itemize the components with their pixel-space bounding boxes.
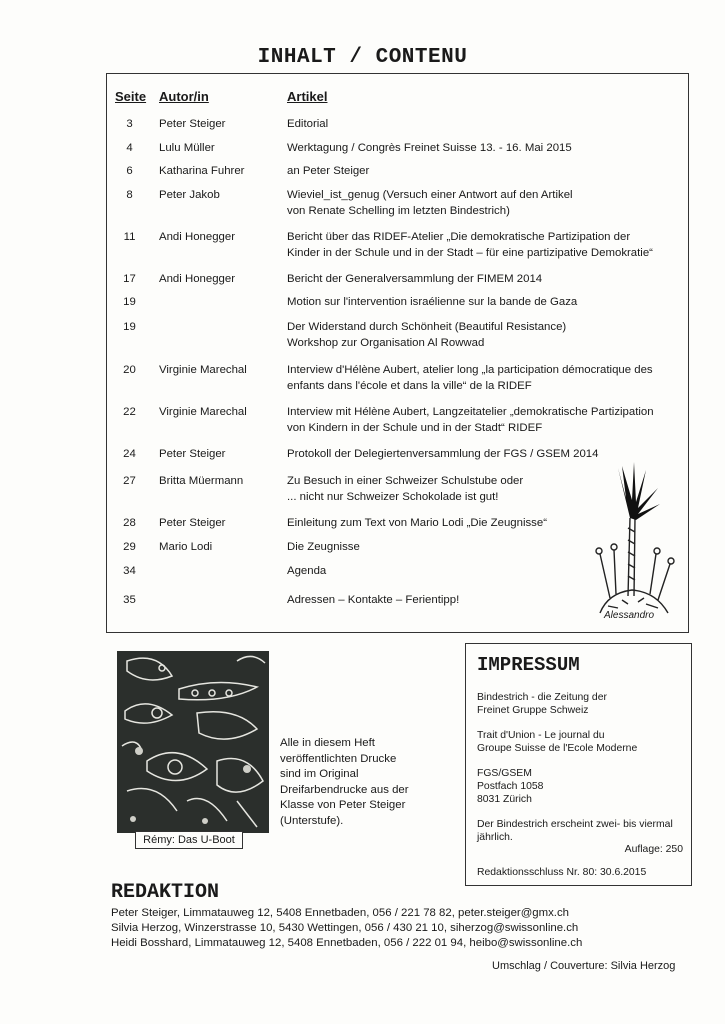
- toc-article: [287, 116, 682, 132]
- impressum-line: Der Bindestrich erscheint zwei- bis viermal: [477, 819, 673, 830]
- toc-page-number: 19: [123, 321, 136, 333]
- toc-article-line: Werktagung / Congrès Freinet Suisse 13. - 16. Mai 2015: [287, 142, 572, 154]
- toc-author: Andi Honegger: [159, 231, 235, 243]
- toc-author: Mario Lodi: [159, 541, 213, 553]
- toc-article: [287, 404, 682, 436]
- toc-article-line: Die Zeugnisse: [287, 541, 360, 553]
- toc-article: [287, 294, 682, 310]
- impressum-line: 8031 Zürich: [477, 794, 532, 805]
- toc-page-number: 35: [123, 594, 136, 606]
- toc-author: Peter Steiger: [159, 517, 226, 529]
- toc-article: [287, 271, 682, 287]
- toc-article-line: Interview d'Hélène Aubert, atelier long „la participation démocratique des: [287, 364, 653, 376]
- toc-author: Katharina Fuhrer: [159, 165, 245, 177]
- editor-contact: Silvia Herzog, Winzerstrasse 10, 5430 Wettingen, 056 / 430 21 10, siherzog@swissonline.ch: [111, 922, 579, 934]
- impressum-deadline: Redaktionsschluss Nr. 80: 30.6.2015: [477, 867, 647, 878]
- toc-page-number: 4: [126, 142, 133, 154]
- artwork-note-line: Alle in diesem Heft: [280, 737, 375, 749]
- artwork-note-line: sind im Original: [280, 768, 359, 780]
- toc-article-line: Wieviel_ist_genug (Versuch einer Antwort auf den Artikel: [287, 189, 573, 201]
- impressum-line: Trait d'Union - Le journal du: [477, 730, 605, 741]
- toc-article-line: Editorial: [287, 118, 329, 130]
- toc-article-line: Agenda: [287, 565, 327, 577]
- toc-article-line: von Kindern in der Schule und in der Stadt“ RIDEF: [287, 422, 543, 434]
- toc-author: Peter Jakob: [159, 189, 220, 201]
- toc-article-line: Motion sur l'intervention israélienne sur la bande de Gaza: [287, 296, 578, 308]
- toc-author: Andi Honegger: [159, 273, 235, 285]
- impressum-line: Groupe Suisse de l'Ecole Moderne: [477, 743, 638, 754]
- impressum-line: Freinet Gruppe Schweiz: [477, 705, 589, 716]
- toc-article-line: Bericht über das RIDEF-Atelier „Die demokratische Partizipation der: [287, 231, 631, 243]
- toc-article: [287, 163, 682, 179]
- editor-contact: Peter Steiger, Limmatauweg 12, 5408 Ennetbaden, 056 / 221 78 82, peter.steiger@gmx.ch: [111, 907, 569, 919]
- toc-author: Lulu Müller: [159, 142, 215, 154]
- toc-page-number: 8: [126, 189, 133, 201]
- artwork-note: [280, 736, 430, 829]
- header-author: Autor/in: [159, 89, 209, 104]
- toc-author: Britta Müermann: [159, 475, 244, 487]
- toc-page-number: 34: [123, 565, 136, 577]
- impressum-title: IMPRESSUM: [477, 654, 580, 676]
- toc-article: [287, 140, 682, 156]
- toc-article: [287, 187, 682, 219]
- toc-article-line: Der Widerstand durch Schönheit (Beautiful Resistance): [287, 321, 567, 333]
- toc-page-number: 28: [123, 517, 136, 529]
- toc-author: Virginie Marechal: [159, 406, 247, 418]
- header-article: Artikel: [287, 89, 328, 104]
- header-page: Seite: [115, 89, 147, 104]
- artwork-note-line: Dreifarbendrucke aus der: [280, 783, 409, 796]
- toc-article-line: Interview mit Hélène Aubert, Langzeitatelier „demokratische Partizipation: [287, 406, 654, 418]
- toc-author: Virginie Marechal: [159, 364, 247, 376]
- toc-page-number: 20: [123, 364, 136, 376]
- toc-article-line: Bericht der Generalversammlung der FIMEM 2014: [287, 273, 543, 285]
- toc-page-number: 6: [126, 165, 133, 177]
- toc-article-line: Adressen – Kontakte – Ferientipp!: [287, 594, 460, 606]
- toc-author: Peter Steiger: [159, 118, 226, 130]
- plant-drawing: [588, 458, 678, 618]
- toc-page-number: 22: [123, 406, 136, 418]
- toc-article-line: an Peter Steiger: [287, 165, 370, 177]
- redaktion-title: REDAKTION: [111, 881, 220, 904]
- toc-article-line: von Renate Schelling im letzten Bindestrich): [287, 205, 510, 217]
- editor-contact: Heidi Bosshard, Limmatauweg 12, 5408 Ennetbaden, 056 / 222 01 94, heibo@swissonline.ch: [111, 937, 583, 949]
- toc-article: [287, 362, 682, 394]
- impressum-box: [465, 643, 692, 886]
- impressum-line: jährlich.: [477, 832, 513, 843]
- toc-article-line: Einleitung zum Text von Mario Lodi „Die Zeugnisse“: [287, 517, 547, 529]
- toc-article: [287, 319, 682, 351]
- toc-author: Peter Steiger: [159, 448, 226, 460]
- toc-article-line: enfants dans l'école et dans la ville“ de la RIDEF: [287, 380, 532, 392]
- artwork-note-line: Klasse von Peter Steiger: [280, 799, 406, 811]
- toc-page-number: 11: [123, 231, 136, 243]
- artwork-note-line: veröffentlichten Drucke: [280, 752, 397, 765]
- impressum-line: FGS/GSEM: [477, 768, 532, 779]
- toc-page-number: 3: [126, 118, 133, 130]
- toc-article-line: ... nicht nur Schweizer Schokolade ist gut!: [287, 491, 499, 503]
- impressum-line: Postfach 1058: [477, 781, 544, 792]
- toc-article-line: Kinder in der Schule und in der Stadt – für eine partizipative Demokratie“: [287, 247, 653, 259]
- toc-page-number: 17: [123, 273, 136, 285]
- toc-article-line: Workshop zur Organisation Al Rowwad: [287, 337, 485, 349]
- toc-article: [287, 229, 682, 261]
- artwork-caption: Rémy: Das U-Boot: [135, 831, 243, 849]
- impressum-circulation: Auflage: 250: [624, 844, 683, 855]
- artwork-print: [117, 651, 269, 833]
- toc-page-number: 29: [123, 541, 136, 553]
- toc-page-number: 27: [123, 475, 136, 487]
- impressum-line: Bindestrich - die Zeitung der: [477, 692, 607, 703]
- drawing-signature: Alessandro: [604, 610, 655, 621]
- cover-credit: Umschlag / Couverture: Silvia Herzog: [492, 960, 676, 972]
- toc-article-line: Protokoll der Delegiertenversammlung der FGS / GSEM 2014: [287, 448, 599, 460]
- artwork-note-line: (Unterstufe).: [280, 814, 344, 827]
- toc-page-number: 19: [123, 296, 136, 308]
- toc-article-line: Zu Besuch in einer Schweizer Schulstube oder: [287, 475, 524, 487]
- toc-page-number: 24: [123, 448, 136, 460]
- page-title: INHALT / CONTENU: [257, 46, 468, 69]
